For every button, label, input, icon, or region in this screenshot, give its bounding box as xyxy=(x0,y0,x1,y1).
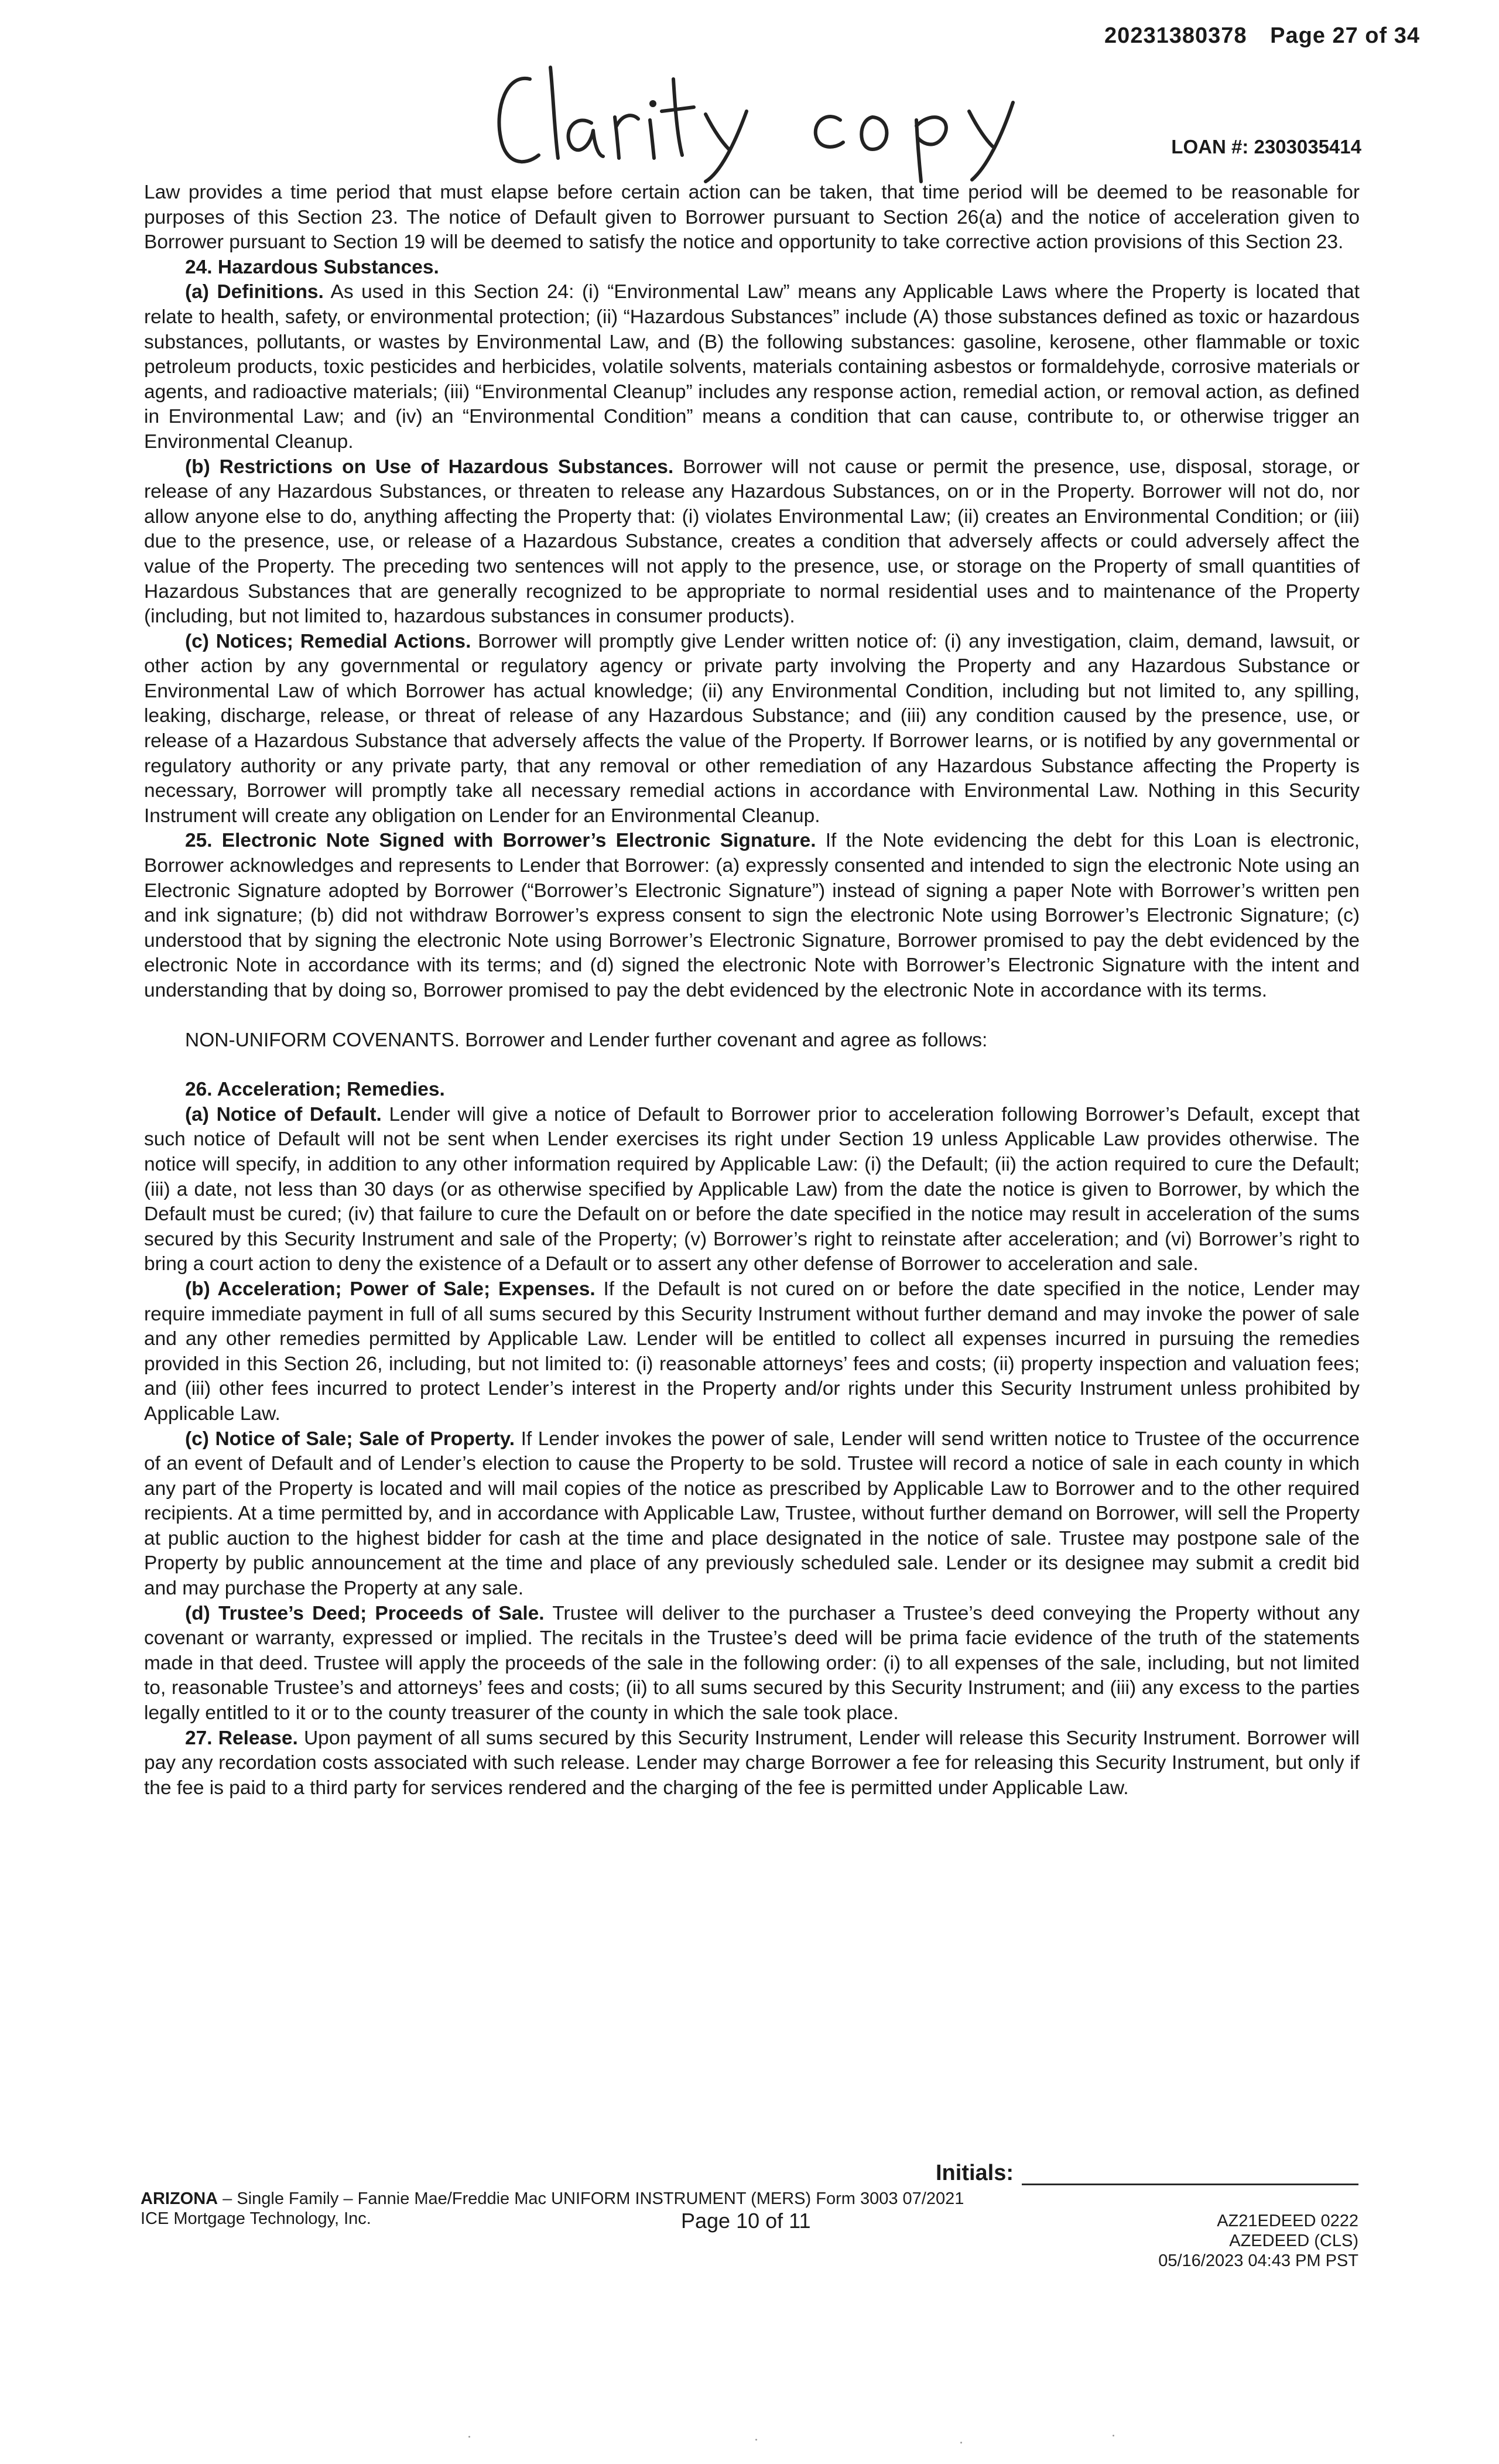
initials-label: Initials: xyxy=(936,2161,1014,2185)
section-26d-heading: (d) Trustee’s Deed; Proceeds of Sale. xyxy=(185,1602,545,1624)
section-26a: (a) Notice of Default. Lender will give a notice of Default to Borrower prior to acceleration following Borrower’s Default, except that such notice of Default will not be sent when Lender exercises its right under Section 19 unless Applicable Law provides otherwise. The notice will specify, in addition to any other information required by Applicable Law: (i) the Default; (ii) the action required to cure the Default; (iii) a date, not less than 30 days (or as otherwise specified by Applicable Law) from the date the notice is given to Borrower, by which the Default must be cured; (iv) that failure to cure the Default on or before the date specified in the notice may result in acceleration of the sums secured by this Security Instrument and sale of the Property; (v) Borrower’s right to reinstate after acceleration; and (vi) Borrower’s right to bring a court action to deny the existence of a Default or to assert any other defense of Borrower to acceleration and sale. xyxy=(144,1103,1360,1275)
vendor-name: ICE Mortgage Technology, Inc. xyxy=(141,2209,371,2228)
section-27: 27. Release. Upon payment of all sums secured by this Security Instrument, Lender will release this Security Instrument. Borrower will pay any recordation costs associated with such release. Lender may charge Borrower a fee for releasing this Security Instrument, but only if the fee is paid to a third party for services rendered and the charging of the fee is permitted under Applicable Law. xyxy=(144,1727,1360,1799)
section-26d: (d) Trustee’s Deed; Proceeds of Sale. Trustee will deliver to the purchaser a Trustee’s deed conveying the Property without any covenant or warranty, expressed or implied. The recitals in the Trustee’s deed will be prima facie evidence of the truth of the statements made in that deed. Trustee will apply the proceeds of the sale in the following order: (i) to all expenses of the sale, including, but not limited to, reasonable Trustee’s and attorneys’ fees and costs; (ii) to all sums secured by this Security Instrument; and (iii) any excess to the parties legally entitled to it or to the county treasurer of the county in which the sale took place. xyxy=(144,1602,1360,1724)
section-26c-heading: (c) Notice of Sale; Sale of Property. xyxy=(185,1428,515,1450)
handwritten-clarity-copy-annotation xyxy=(489,56,1051,184)
recording-header xyxy=(1104,23,1420,49)
print-timestamp: 05/16/2023 04:43 PM PST xyxy=(1158,2251,1358,2270)
section-26c: (c) Notice of Sale; Sale of Property. If Lender invokes the power of sale, Lender will send written notice to Trustee of the occurrence of an event of Default and of Lender’s election to cause the Property to be sold. Trustee will record a notice of sale in each county in which any part of the Property is located and will mail copies of the notice as prescribed by Applicable Law to Borrower and to the other required recipients. At a time permitted by, and in accordance with Applicable Law, Trustee, without further demand on Borrower, will sell the Property at public auction to the highest bidder for cash at the time and place designated in the notice of sale. Trustee may postpone sale of the Property by public announcement at the time and place of any previously scheduled sale. Lender or its designee may submit a credit bid and may purchase the Property at any sale. xyxy=(144,1428,1360,1600)
section-26b-heading: (b) Acceleration; Power of Sale; Expenses. xyxy=(185,1278,596,1300)
section-25: 25. Electronic Note Signed with Borrower’s Electronic Signature. If the Note evidencing the debt for this Loan is electronic, Borrower acknowledges and represents to Lender that Borrower: (a) expressly consented and intended to sign the electronic Note using an Electronic Signature adopted by Borrower (“Borrower’s Electronic Signature”) instead of signing a paper Note with Borrower’s written pen and ink signature; (b) did not withdraw Borrower’s express consent to sign the electronic Note using Borrower’s Electronic Signature; (c) understood that by signing the electronic Note using Borrower’s Electronic Signature, Borrower promised to pay the debt evidenced by the electronic Note in accordance with its terms; and (d) signed the electronic Note with Borrower’s Electronic Signature with the intent and understanding that by doing so, Borrower promised to pay the debt evidenced by the electronic Note in accordance with its terms. xyxy=(144,830,1360,1001)
section-24a: (a) Definitions. As used in this Section 24: (i) “Environmental Law” means any Applicable Laws where the Property is located that relate to health, safety, or environmental protection; (ii) “Hazardous Substances” include (A) those substances defined as toxic or hazardous substances, pollutants, or wastes by Environmental Law, and (B) the following substances: gasoline, kerosene, other flammable or toxic petroleum products, toxic pesticides and herbicides, volatile solvents, materials containing asbestos or formaldehyde, corrosive materials or agents, and radioactive materials; (iii) “Environmental Cleanup” includes any response action, remedial action, or removal action, as defined in Environmental Law; and (iv) an “Environmental Condition” means a condition that can cause, contribute to, or otherwise trigger an Environmental Cleanup. xyxy=(144,281,1360,453)
form-code: AZ21EDEED 0222 xyxy=(1217,2212,1358,2230)
non-uniform-covenants: NON-UNIFORM COVENANTS. Borrower and Lender further covenant and agree as follows: xyxy=(185,1029,988,1051)
footer-page-number: Page 10 of 11 xyxy=(681,2209,811,2233)
loan-number: LOAN #: 2303035414 xyxy=(1171,136,1361,158)
recording-page-label: Page 27 of 34 xyxy=(1270,23,1420,48)
scan-speck xyxy=(468,2436,470,2438)
section-26-heading: 26. Acceleration; Remedies. xyxy=(185,1079,445,1101)
section-27-heading: 27. Release. xyxy=(185,1727,298,1749)
scan-speck xyxy=(1113,2435,1114,2436)
section-24a-heading: (a) Definitions. xyxy=(185,281,324,303)
section-26b: (b) Acceleration; Power of Sale; Expenses. If the Default is not cured on or before the date specified in the notice, Lender may require immediate payment in full of all sums secured by this Security Instrument without further demand and may invoke the power of sale and any other remedies permitted by Applicable Law. Lender will be entitled to collect all expenses incurred in pursuing the remedies provided in this Section 26, including, but not limited to: (i) reasonable attorneys’ fees and costs; (ii) property inspection and valuation fees; and (iii) other fees incurred to protect Lender’s interest in the Property and/or rights under this Security Instrument unless prohibited by Applicable Law. xyxy=(144,1278,1360,1425)
section-25-heading: 25. Electronic Note Signed with Borrower’s Electronic Signature. xyxy=(185,830,816,852)
section-24c: (c) Notices; Remedial Actions. Borrower will promptly give Lender written notice of: (i) any investigation, claim, demand, lawsuit, or other action by any governmental or regulatory agency or private party involving the Property and any Hazardous Substance or Environmental Law of which Borrower has actual knowledge; (ii) any Environmental Condition, including but not limited to, any spilling, leaking, discharge, release, or threat of release of any Hazardous Substance; and (iii) any condition caused by the presence, use, or release of a Hazardous Substance that adversely affects the value of the Property. If Borrower learns, or is notified by any governmental or regulatory authority or any private party, that any removal or other remediation of any Hazardous Substance affecting the Property is necessary, Borrower will promptly take all necessary remedial actions in accordance with Environmental Law. Nothing in this Security Instrument will create any obligation on Lender for an Environmental Cleanup. xyxy=(144,630,1360,827)
document-body xyxy=(144,180,1360,1801)
section-24b-heading: (b) Restrictions on Use of Hazardous Substances. xyxy=(185,456,674,478)
section-24b: (b) Restrictions on Use of Hazardous Substances. Borrower will not cause or permit the presence, use, disposal, storage, or release of any Hazardous Substances, or threaten to release any Hazardous Substances, on or in the Property. Borrower will not do, nor allow anyone else to do, anything affecting the Property that: (i) violates Environmental Law; (ii) creates an Environmental Condition; or (iii) due to the presence, use, or release of a Hazardous Substance, creates a condition that adversely affects or could adversely affect the value of the Property. The preceding two sentences will not apply to the presence, use, or storage on the Property of small quantities of Hazardous Substances that are generally recognized to be appropriate to normal residential uses and to maintenance of the Property (including, but not limited to, hazardous substances in consumer products). xyxy=(144,456,1360,628)
section-26a-heading: (a) Notice of Default. xyxy=(185,1103,382,1125)
footer-codes xyxy=(1158,2211,1358,2271)
form-line: ARIZONA – Single Family – Fannie Mae/Freddie Mac UNIFORM INSTRUMENT (MERS) Form 3003 07/2021 xyxy=(141,2189,964,2208)
section-24-heading: 24. Hazardous Substances. xyxy=(185,256,439,278)
initials-signature-line xyxy=(1022,2184,1358,2185)
scan-speck xyxy=(755,2439,757,2441)
form-code-cls: AZEDEED (CLS) xyxy=(1229,2232,1358,2250)
section-23-continuation: Law provides a time period that must elapse before certain action can be taken, that time period will be deemed to be reasonable for purposes of this Section 23. The notice of Default given to Borrower pursuant to Section 26(a) and the notice of acceleration given to Borrower pursuant to Section 19 will be deemed to satisfy the notice and opportunity to take corrective action provisions of this Section 23. xyxy=(144,182,1360,254)
recording-number: 20231380378 xyxy=(1104,23,1247,48)
section-24c-heading: (c) Notices; Remedial Actions. xyxy=(185,630,471,652)
footer-form-info xyxy=(141,2189,964,2229)
scan-speck xyxy=(960,2442,962,2444)
